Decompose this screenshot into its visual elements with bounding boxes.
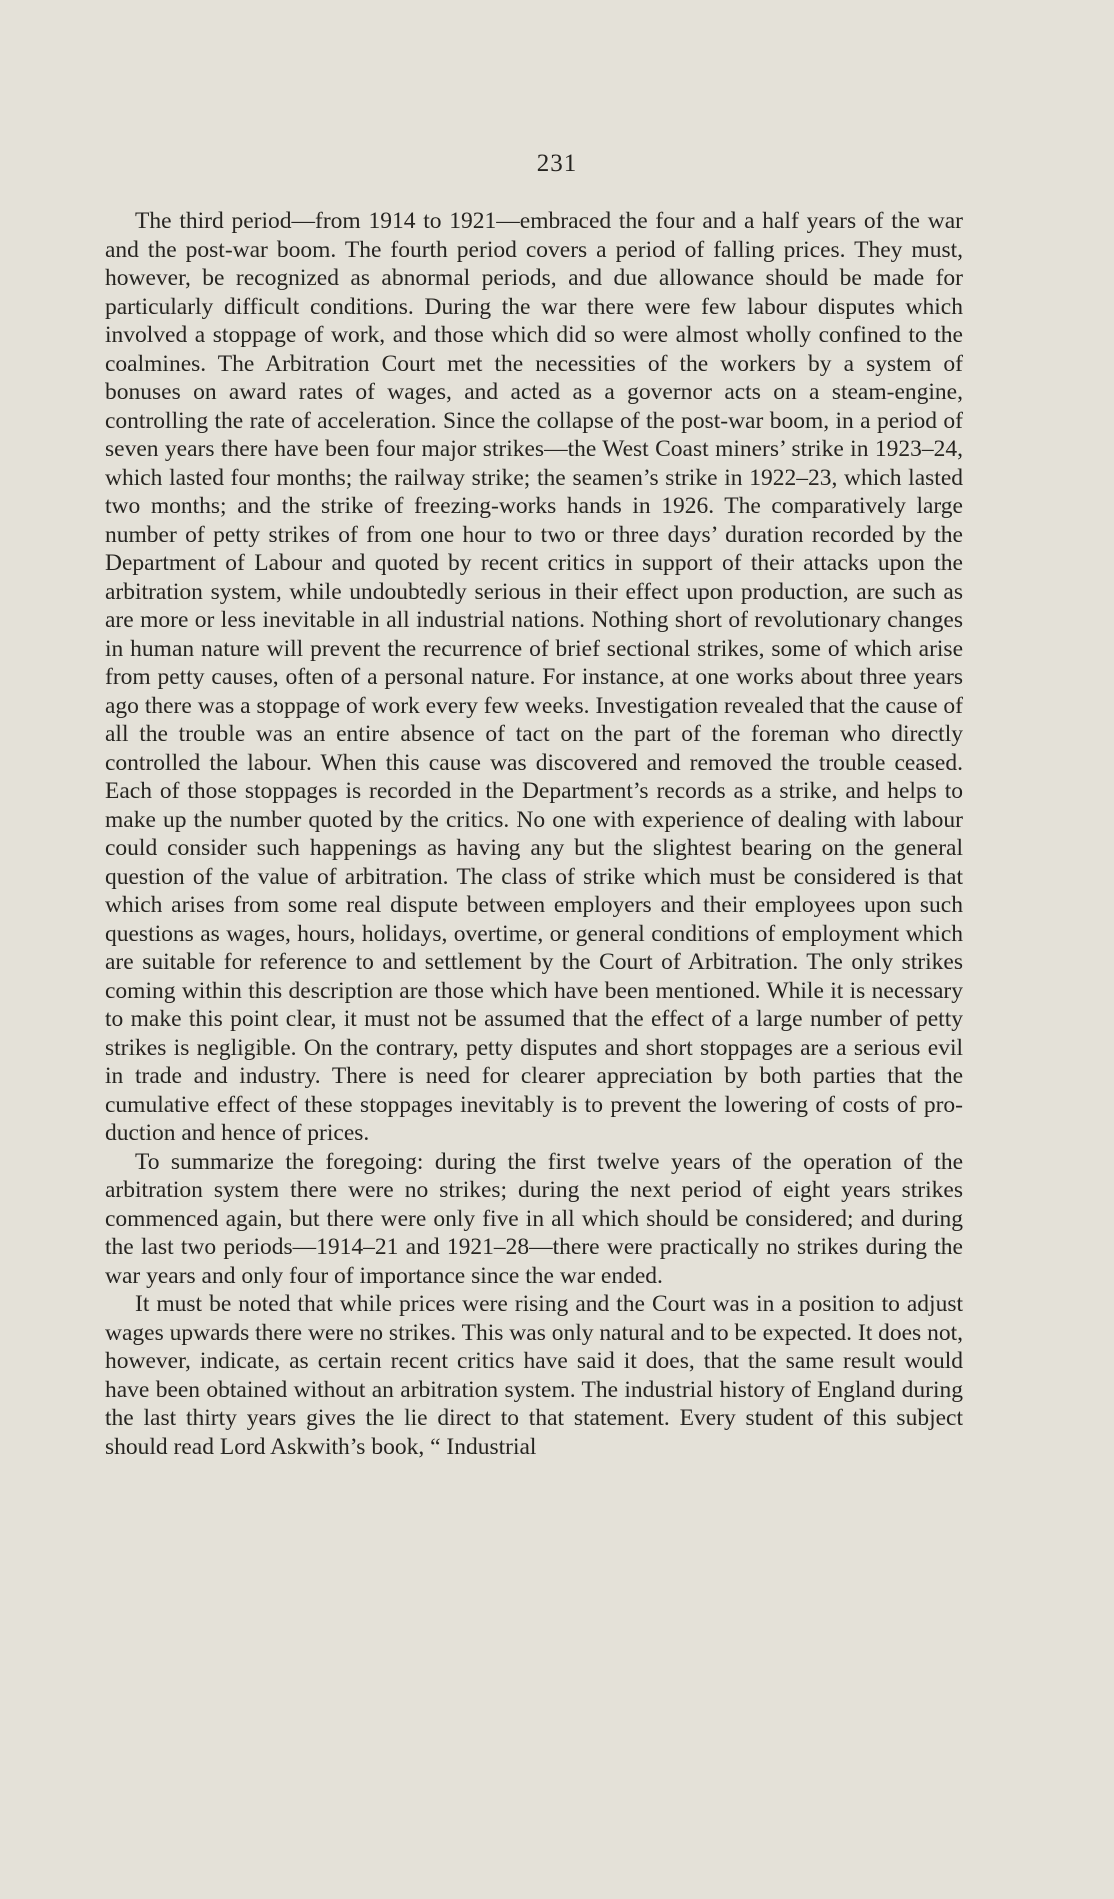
paragraph-summary: To summarize the foregoing: during the first twelve years of the operation of the arbitration system there were no strikes; during the next period of eight years strikes commenced again, but there were only five in all which should be considered; and during the last two periods—1914–21 and 1921–28—there were practically no strikes during the war years and only four of importance since the war ended. <box>105 1148 963 1289</box>
paragraph-third-period: The third period—from 1914 to 1921—embraced the four and a half years of the war and the post-war boom. The fourth period covers a period of falling prices. They must, however, be recognized as abnormal periods, and due allowance should be made for particularly difficult conditions. During the war there were few labour disputes which involved a stoppage of work, and those which did so were almost wholly confined to the coalmines. The Arbitration Court met the necessities of the workers by a system of bonuses on award rates of wages, and acted as a governor acts on a steam-engine, controlling the rate of acceleration. Since the collapse of the post-war boom, in a period of seven years there have been four major strikes—the West Coast miners’ strike in 1923–24, which lasted four months; the railway strike; the seamen’s strike in 1922–23, which lasted two months; and the strike of freezing-works hands in 1926. The comparatively large number of petty strikes of from one hour to two or three days’ duration recorded by the Department of Labour and quoted by recent critics in support of their attacks upon the arbitration system, while undoubtedly serious in their effect upon production, are such as are more or less inevitable in all industrial nations. Nothing short of revolutionary changes in human nature will prevent the recurrence of brief sectional strikes, some of which arise from petty causes, often of a personal nature. For instance, at one works about three years ago there was a stoppage of work every few weeks. Investigation revealed that the cause of all the trouble was an entire absence of tact on the part of the foreman who directly controlled the labour. When this cause was discovered and removed the trouble ceased. Each of those stoppages is recorded in the Department’s records as a strike, and helps to make up the number quoted by the critics. No one with experience of dealing with labour could consider such happenings as having any but the slightest bearing on the general question of the value of arbitration. The class of strike which must be considered is that which arises from some real dispute between employers and their employees upon such questions as wages, hours, holidays, overtime, or general conditions of employment which are suitable for reference to and settlement by the Court of Arbitration. The only strikes coming within this description are those which have been mentioned. While it is necessary to make this point clear, it must not be assumed that the effect of a large number of petty strikes is negligible. On the contrary, petty disputes and short stoppages are a serious evil in trade and industry. There is need for clearer appreciation by both parties that the cumulative effect of these stoppages inevitably is to prevent the lowering of costs of production and hence of prices. <box>105 208 963 1146</box>
body-text <box>105 207 963 1461</box>
page-number: 231 <box>536 150 578 177</box>
paragraph-prices-rising: It must be noted that while prices were rising and the Court was in a position to adjust wages upwards there were no strikes. This was only natural and to be expected. It does not, however, indicate, as certain recent critics have said it does, that the same result would have been obtained without an arbitration system. The industrial history of England during the last thirty years gives the lie direct to that statement. Every student of this subject should read Lord Askwith’s book, “ Industrial <box>105 1291 963 1460</box>
